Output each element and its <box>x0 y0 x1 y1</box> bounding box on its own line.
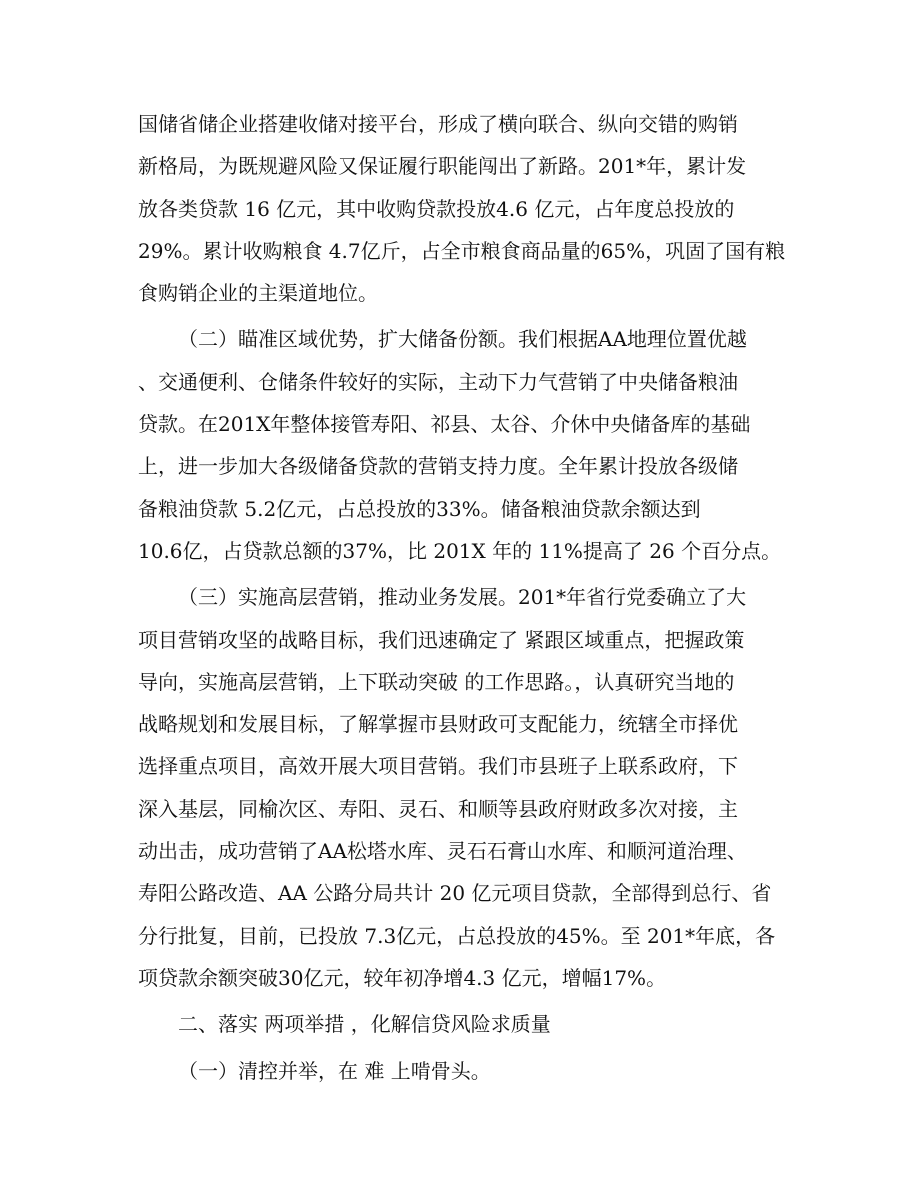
paragraph-3 <box>138 576 788 999</box>
text-line: 项目营销攻坚的战略目标，我们迅速确定了 紧跟区域重点，把握政策 <box>138 627 745 652</box>
text-line: 深入基层，同榆次区、寿阳、灵石、和顺等县政府财政多次对接，主 <box>138 796 738 821</box>
text-line: 分行批复，目前，已投放 7.3亿元，占总投放的45%。至 201*年底，各 <box>138 923 776 948</box>
text-line: 、交通便利、仓储条件较好的实际，主动下力气营销了中央储备粮油 <box>138 369 738 394</box>
paragraph-2 <box>138 318 788 572</box>
subsection-heading: （一）清控并举，在 难 上啃骨头。 <box>178 1058 491 1083</box>
text-line: 放各类贷款 16 亿元，其中收购贷款投放4.6 亿元，占年度总投放的 <box>138 196 735 221</box>
text-line: 10.6亿，占贷款总额的37%，比 201X 年的 11%提高了 26 个百分点。 <box>138 538 782 563</box>
text-line: 新格局，为既规避风险又保证履行职能闯出了新路。201*年，累计发 <box>138 154 747 179</box>
text-line: 导向，实施高层营销，上下联动突破 的工作思路。，认真研究当地的 <box>138 669 735 694</box>
text-line: 食购销企业的主渠道地位。 <box>138 281 378 306</box>
text-line: 项贷款余额突破30亿元，较年初净增4.3 亿元，增幅17%。 <box>138 965 667 990</box>
text-line: 寿阳公路改造、AA 公路分局共计 20 亿元项目贷款，全部得到总行、省 <box>138 881 772 906</box>
section-heading: 二、落实 两项举措 ，化解信贷风险求质量 <box>178 1012 551 1037</box>
text-line: 29%。累计收购粮食 4.7亿斤，占全市粮食商品量的65%，巩固了国有粮 <box>138 238 786 263</box>
text-line: 上，进一步加大各级储备贷款的营销支持力度。全年累计投放各级储 <box>138 454 738 479</box>
text-line: （二）瞄准区域优势，扩大储备份额。我们根据AA地理位置优越 <box>178 327 747 352</box>
text-line: 选择重点项目，高效开展大项目营销。我们市县班子上联系政府，下 <box>138 754 738 779</box>
text-line: 战略规划和发展目标，了解掌握市县财政可支配能力，统辖全市择优 <box>138 712 738 737</box>
text-line: 动出击，成功营销了AA松塔水库、灵石石膏山水库、和顺河道治理、 <box>138 839 747 864</box>
text-line: 贷款。在201X年整体接管寿阳、祁县、太谷、介休中央储备库的基础 <box>138 412 751 437</box>
paragraph-1 <box>138 103 788 314</box>
text-line: （三）实施高层营销，推动业务发展。201*年省行党委确立了大 <box>178 585 747 610</box>
document-body <box>138 103 788 1092</box>
text-line: 备粮油贷款 5.2亿元，占总投放的33%。储备粮油贷款余额达到 <box>138 496 701 521</box>
text-line: 国储省储企业搭建收储对接平台，形成了横向联合、纵向交错的购销 <box>138 112 738 136</box>
